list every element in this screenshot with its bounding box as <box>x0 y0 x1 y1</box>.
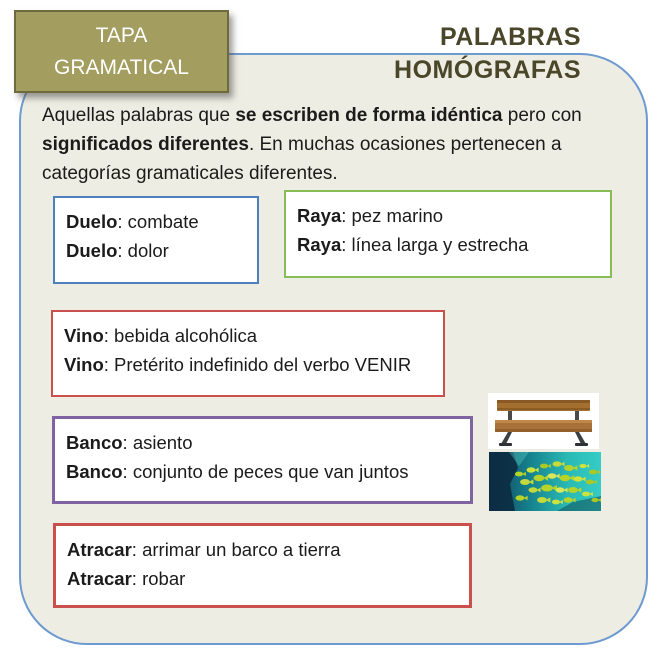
headword: Raya <box>297 205 342 226</box>
separator: : <box>131 568 143 589</box>
homograph-box-vino <box>51 310 445 397</box>
definition: pez marino <box>351 205 444 226</box>
intro-paragraph <box>42 101 627 188</box>
headword: Atracar <box>67 539 132 560</box>
entry-line <box>66 207 251 236</box>
separator: : <box>341 205 352 226</box>
badge-line2: GRAMATICAL <box>54 56 189 79</box>
fish-school-photo <box>489 452 601 511</box>
definition: conjunto de peces que van juntos <box>132 461 409 482</box>
entry-line <box>66 457 464 486</box>
headword: Duelo <box>66 240 118 261</box>
page-title <box>394 21 581 87</box>
separator: : <box>131 539 143 560</box>
definition: dolor <box>127 240 169 261</box>
intro-bold-text: se escriben de forma idéntica <box>235 105 503 126</box>
headword: Banco <box>66 461 123 482</box>
homograph-box-banco <box>52 416 473 504</box>
homograph-box-raya <box>284 190 612 278</box>
intro-line1 <box>42 101 627 130</box>
intro-bold-text: significados diferentes <box>42 134 249 155</box>
entry-line <box>66 236 251 265</box>
homograph-box-atracar <box>53 523 472 608</box>
intro-line2 <box>42 130 627 159</box>
entry-line <box>67 535 463 564</box>
title-line1: PALABRAS <box>439 23 581 51</box>
separator: : <box>103 354 115 375</box>
entry-line <box>297 201 604 230</box>
headword: Duelo <box>66 211 118 232</box>
entry-line <box>297 230 604 259</box>
separator: : <box>117 240 128 261</box>
intro-line3 <box>42 159 627 188</box>
intro-text: pero con <box>502 105 582 126</box>
definition: Pretérito indefinido del verbo VENIR <box>114 354 412 375</box>
separator: : <box>341 234 352 255</box>
badge-line1: TAPA <box>95 24 148 47</box>
headword: Atracar <box>67 568 132 589</box>
intro-text: categorías gramaticales diferentes. <box>42 163 338 184</box>
homograph-box-duelo <box>53 196 259 284</box>
tapa-gramatical-badge <box>14 10 229 93</box>
headword: Vino <box>64 354 104 375</box>
entry-line <box>67 564 463 593</box>
separator: : <box>122 432 133 453</box>
headword: Vino <box>64 325 104 346</box>
headword: Banco <box>66 432 123 453</box>
definition: arrimar un barco a tierra <box>142 539 341 560</box>
headword: Raya <box>297 234 342 255</box>
intro-text: . En muchas ocasiones pertenecen a <box>248 134 562 155</box>
definition: combate <box>127 211 199 232</box>
bench-photo <box>488 393 599 449</box>
separator: : <box>122 461 133 482</box>
title-line2: HOMÓGRAFAS <box>394 56 581 84</box>
definition: bebida alcohólica <box>114 325 257 346</box>
intro-text: Aquellas palabras que <box>42 105 236 126</box>
definition: asiento <box>132 432 193 453</box>
separator: : <box>117 211 128 232</box>
definition: robar <box>142 568 186 589</box>
definition: línea larga y estrecha <box>351 234 529 255</box>
entry-line <box>66 428 464 457</box>
entry-line <box>64 350 437 379</box>
entry-line <box>64 321 437 350</box>
separator: : <box>103 325 115 346</box>
